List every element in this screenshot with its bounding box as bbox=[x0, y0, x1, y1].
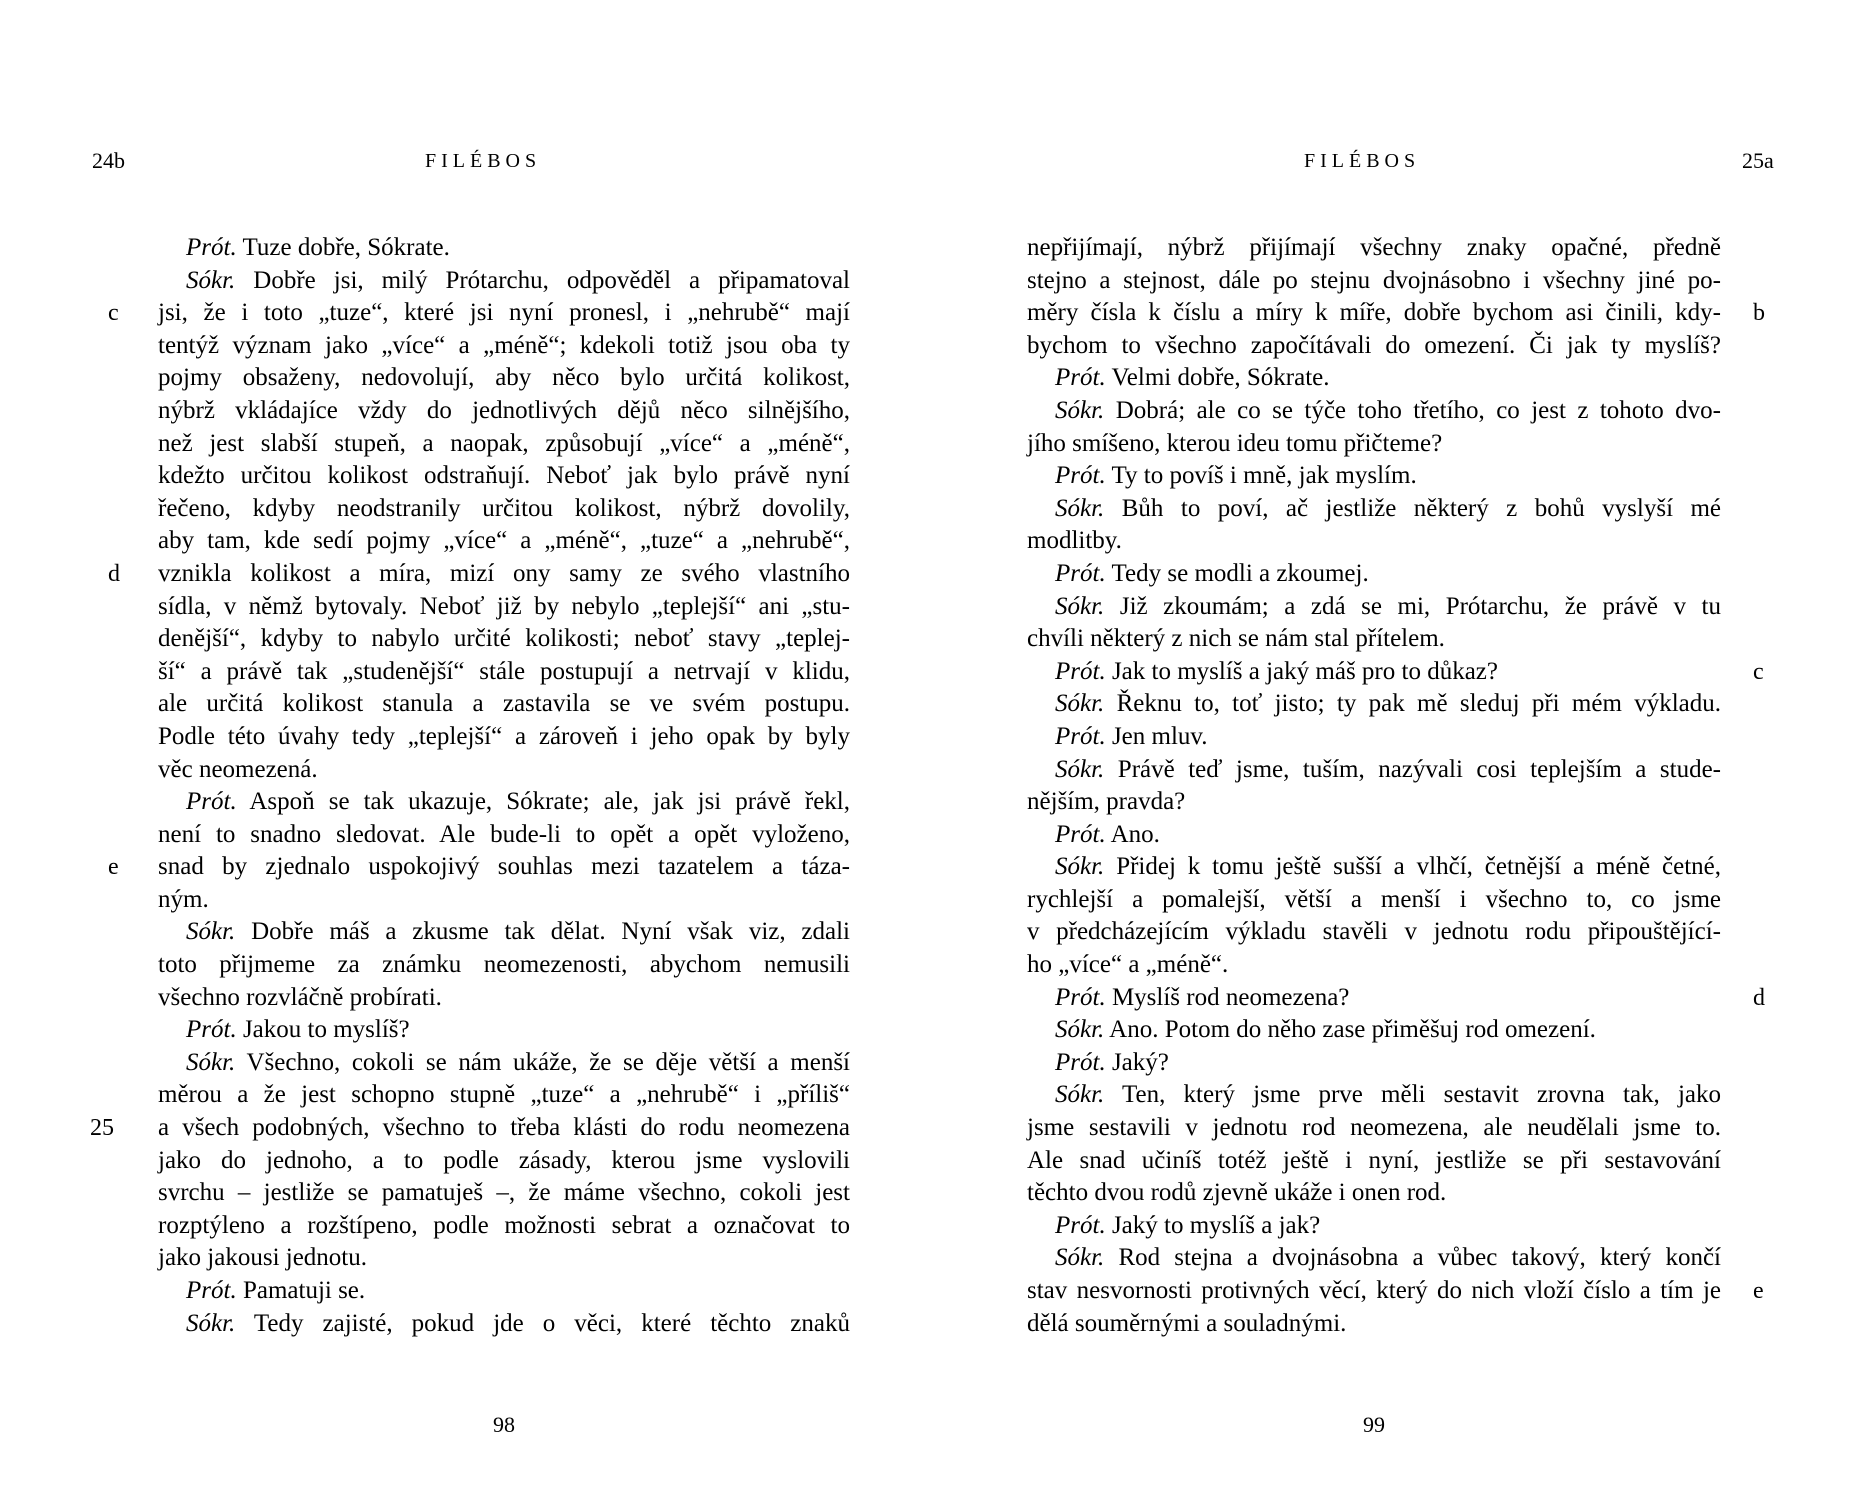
text-line bbox=[1027, 1308, 1721, 1341]
line-text: Ale snad učiníš totéž ještě i nyní, jestliže se při sestavování bbox=[1027, 1146, 1721, 1174]
line-text: Tedy se modli a zkoumej. bbox=[1105, 559, 1369, 587]
line-text: chvíli některý z nich se nám stal přítelem. bbox=[1027, 625, 1445, 653]
text-line bbox=[158, 1210, 850, 1243]
speaker-label: Prót. bbox=[1055, 559, 1106, 587]
text-line bbox=[158, 916, 850, 949]
line-text: ale určitá kolikost stanula a zastavila se ve svém postupu. bbox=[158, 690, 850, 718]
line-text: Jaký? bbox=[1105, 1048, 1169, 1076]
line-text: Tedy zajisté, pokud jde o věci, které těchto znaků bbox=[235, 1309, 850, 1337]
line-text: v předcházejícím výkladu stavěli v jednotu rodu připouštějící- bbox=[1027, 918, 1721, 946]
line-text: všechno rozvláčně probírati. bbox=[158, 983, 442, 1011]
line-text: měry čísla k číslu a míry k míře, dobře bychom asi činili, kdy- bbox=[1027, 299, 1721, 327]
line-text: Právě teď jsme, tuším, nazývali cosi teplejším a stude- bbox=[1104, 755, 1721, 783]
speaker-label: Prót. bbox=[1055, 1211, 1106, 1239]
line-text: nepřijímají, nýbrž přijímají všechny znaky opačné, předně bbox=[1027, 234, 1721, 261]
text-line bbox=[158, 819, 850, 852]
text-line bbox=[108, 297, 850, 330]
line-text: Aspoň se tak ukazuje, Sókrate; ale, jak jsi právě řekl, bbox=[236, 788, 850, 816]
text-line bbox=[158, 1242, 850, 1275]
line-text: těchto dvou rodů zjevně ukáže i onen rod. bbox=[1027, 1179, 1447, 1207]
line-text: Dobře máš a zkusme tak dělat. Nyní však viz, zdali bbox=[235, 918, 850, 946]
line-text: jako do jednoho, a to podle zásady, kterou jsme vyslovili bbox=[158, 1146, 850, 1174]
text-line bbox=[1027, 982, 1765, 1015]
speaker-label: Sókr. bbox=[186, 918, 236, 946]
text-line bbox=[158, 525, 850, 558]
text-line bbox=[158, 1014, 850, 1047]
speaker-label: Sókr. bbox=[1055, 494, 1105, 522]
right-page bbox=[931, 0, 1862, 1501]
text-line bbox=[158, 949, 850, 982]
text-line bbox=[158, 362, 850, 395]
text-line bbox=[158, 265, 850, 298]
line-text: Jaký to myslíš a jak? bbox=[1105, 1211, 1321, 1239]
text-line bbox=[1027, 525, 1721, 558]
speaker-label: Sókr. bbox=[1055, 853, 1105, 881]
text-line bbox=[1027, 623, 1721, 656]
text-line bbox=[1027, 851, 1721, 884]
speaker-label: Sókr. bbox=[186, 266, 236, 294]
text-line bbox=[158, 656, 850, 689]
line-text: stav nesvornosti protivných věcí, který do nich vloží číslo a tím je bbox=[1027, 1277, 1721, 1304]
stephanus-marker: d bbox=[1753, 984, 1765, 1011]
text-line bbox=[158, 884, 850, 917]
line-text: není to snadno sledovat. Ale bude-li to opět a opět vyloženo, bbox=[158, 820, 850, 848]
line-text: než jest slabší stupeň, a naopak, způsobují „více“ a „méně“, bbox=[158, 429, 850, 457]
speaker-label: Prót. bbox=[1055, 983, 1106, 1011]
text-line bbox=[158, 754, 850, 787]
line-text: nějším, pravda? bbox=[1027, 788, 1186, 816]
text-line bbox=[1027, 395, 1721, 428]
line-text: jsi, že i toto „tuze“, které jsi nyní pronesl, i „nehrubě“ mají bbox=[158, 299, 850, 327]
text-line bbox=[1027, 1145, 1721, 1178]
line-text: sídla, v němž bytovaly. Neboť již by nebylo „teplejší“ ani „stu- bbox=[158, 592, 850, 620]
stephanus-marker: d bbox=[108, 560, 120, 587]
line-text: Jen mluv. bbox=[1105, 722, 1208, 750]
text-line bbox=[1027, 949, 1721, 982]
line-text: Bůh to poví, ač jestliže některý z bohů vyslyší mé bbox=[1104, 494, 1721, 522]
speaker-label: Prót. bbox=[1055, 1048, 1106, 1076]
text-line bbox=[158, 493, 850, 526]
text-line bbox=[1027, 754, 1721, 787]
line-text: Tuze dobře, Sókrate. bbox=[236, 234, 450, 261]
line-text: Všechno, cokoli se nám ukáže, že se děje větší a menší bbox=[235, 1048, 850, 1076]
text-line bbox=[1027, 232, 1721, 265]
line-text: Dobře jsi, milý Prótarchu, odpověděl a připamatoval bbox=[235, 266, 850, 294]
text-line bbox=[158, 721, 850, 754]
text-line bbox=[1027, 819, 1721, 852]
line-text: Ty to povíš i mně, jak myslím. bbox=[1105, 462, 1417, 490]
line-text: Již zkoumám; a zdá se mi, Prótarchu, že právě v tu bbox=[1104, 592, 1721, 620]
text-line bbox=[158, 1145, 850, 1178]
line-text: Řeknu to, toť jisto; ty pak mě sleduj při mém výkladu. bbox=[1104, 690, 1721, 718]
speaker-label: Sókr. bbox=[1055, 1016, 1105, 1044]
line-text: Podle této úvahy tedy „teplejší“ a zároveň i jeho opak by byly bbox=[158, 722, 850, 750]
speaker-label: Prót. bbox=[1055, 657, 1106, 685]
text-line bbox=[1027, 721, 1721, 754]
line-text: rychlejší a pomalejší, větší a menší i všechno to, co jsme bbox=[1027, 885, 1721, 913]
line-text: jího smíšeno, kterou ideu tomu přičteme? bbox=[1027, 429, 1443, 457]
line-text: toto přijmeme za známku neomezenosti, abychom nemusili bbox=[158, 951, 850, 979]
line-text: Myslíš rod neomezena? bbox=[1105, 983, 1350, 1011]
text-line bbox=[158, 688, 850, 721]
text-line bbox=[1027, 591, 1721, 624]
line-text: snad by zjednalo uspokojivý souhlas mezi tazatelem a táza- bbox=[158, 853, 850, 881]
page-number: 99 bbox=[1363, 1412, 1385, 1437]
running-head: FILÉBOS bbox=[1304, 150, 1421, 172]
text-line bbox=[1027, 1210, 1721, 1243]
stephanus-section-start: 24b bbox=[92, 148, 125, 173]
page-number: 98 bbox=[493, 1412, 515, 1437]
speaker-label: Sókr. bbox=[186, 1309, 236, 1337]
speaker-label: Prót. bbox=[186, 1016, 237, 1044]
speaker-label: Sókr. bbox=[1055, 690, 1105, 718]
text-line bbox=[158, 591, 850, 624]
text-line bbox=[158, 1275, 850, 1308]
line-text: aby tam, kde sedí pojmy „více“ a „méně“, „tuze“ a „nehrubě“, bbox=[158, 527, 850, 555]
line-text: tentýž význam jako „více“ a „méně“; kdekoli totiž jsou oba ty bbox=[158, 331, 850, 359]
text-block bbox=[1027, 232, 1765, 1340]
text-line bbox=[158, 232, 850, 265]
speaker-label: Sókr. bbox=[186, 1048, 236, 1076]
stephanus-marker: c bbox=[108, 300, 119, 327]
text-line bbox=[158, 1308, 850, 1341]
speaker-label: Prót. bbox=[1055, 462, 1106, 490]
text-line bbox=[1027, 1047, 1721, 1080]
text-line bbox=[1027, 1177, 1721, 1210]
line-text: Přidej k tomu ještě sušší a vlhčí, četnější a méně četné, bbox=[1104, 853, 1721, 881]
stephanus-marker: e bbox=[108, 854, 119, 881]
text-line bbox=[108, 851, 850, 884]
text-line bbox=[158, 786, 850, 819]
text-line bbox=[158, 428, 850, 461]
line-text: Rod stejna a dvojnásobna a vůbec takový, který končí bbox=[1104, 1244, 1721, 1272]
text-line bbox=[108, 558, 850, 591]
speaker-label: Sókr. bbox=[1055, 592, 1105, 620]
text-line bbox=[1027, 1275, 1764, 1308]
stephanus-marker: 25 bbox=[90, 1115, 114, 1142]
text-line bbox=[158, 1047, 850, 1080]
line-text: kdežto určitou kolikost odstraňují. Neboť jak bylo právě nyní bbox=[158, 462, 850, 490]
line-text: řečeno, kdyby neodstranily určitou kolikost, nýbrž dovolily, bbox=[158, 494, 850, 522]
speaker-label: Prót. bbox=[1055, 364, 1106, 392]
text-line bbox=[1027, 786, 1721, 819]
text-line bbox=[1027, 1014, 1721, 1047]
text-line bbox=[1027, 330, 1721, 363]
line-text: jsme sestavili v jednotu rod neomezena, ale neudělali jsme to. bbox=[1027, 1114, 1721, 1142]
text-line bbox=[1027, 297, 1765, 330]
text-line bbox=[1027, 656, 1764, 689]
text-line bbox=[1027, 558, 1721, 591]
text-line bbox=[158, 1079, 850, 1112]
line-text: Velmi dobře, Sókrate. bbox=[1105, 364, 1330, 392]
line-text: denější“, kdyby to nabylo určité kolikosti; neboť stavy „teplej- bbox=[158, 625, 850, 653]
line-text: ho „více“ a „méně“. bbox=[1027, 951, 1229, 979]
line-text: Jakou to myslíš? bbox=[236, 1016, 410, 1044]
line-text: Jak to myslíš a jaký máš pro to důkaz? bbox=[1105, 657, 1498, 685]
line-text: Ano. Potom do něho zase přiměšuj rod omezení. bbox=[1104, 1016, 1596, 1044]
speaker-label: Sókr. bbox=[1055, 755, 1105, 783]
stephanus-marker: c bbox=[1753, 658, 1764, 685]
speaker-label: Prót. bbox=[1055, 820, 1106, 848]
speaker-label: Sókr. bbox=[1055, 1081, 1105, 1109]
text-line bbox=[158, 460, 850, 493]
text-line bbox=[1027, 265, 1721, 298]
text-line bbox=[1027, 688, 1721, 721]
line-text: vznikla kolikost a míra, mizí ony samy ze svého vlastního bbox=[158, 559, 850, 587]
text-line bbox=[158, 982, 850, 1015]
line-text: rozptýleno a rozštípeno, podle možnosti sebrat a označovat to bbox=[158, 1211, 850, 1239]
text-line bbox=[1027, 916, 1721, 949]
line-text: bychom to všechno započítávali do omezení. Či jak ty myslíš? bbox=[1027, 331, 1721, 359]
speaker-label: Prót. bbox=[186, 1277, 237, 1304]
line-text: dělá souměrnými a souladnými. bbox=[1027, 1309, 1347, 1337]
line-text: ným. bbox=[158, 885, 209, 913]
line-text: věc neomezená. bbox=[158, 755, 318, 783]
stephanus-marker: b bbox=[1753, 300, 1765, 327]
line-text: ší“ a právě tak „studenější“ stále postupují a netrvají v klidu, bbox=[158, 657, 850, 685]
text-block bbox=[90, 232, 850, 1340]
text-line bbox=[1027, 460, 1721, 493]
stephanus-marker: e bbox=[1753, 1278, 1764, 1304]
speaker-label: Sókr. bbox=[1055, 396, 1105, 424]
text-line bbox=[158, 1177, 850, 1210]
line-text: pojmy obsaženy, nedovolují, aby něco bylo určitá kolikost, bbox=[158, 364, 850, 392]
line-text: modlitby. bbox=[1027, 527, 1122, 555]
line-text: Dobrá; ale co se týče toho třetího, co jest z tohoto dvo- bbox=[1104, 396, 1721, 424]
speaker-label: Prót. bbox=[186, 788, 237, 816]
line-text: Pamatuji se. bbox=[236, 1277, 366, 1304]
line-text: Ten, který jsme prve měli sestavit zrovna tak, jako bbox=[1104, 1081, 1721, 1109]
text-line bbox=[158, 330, 850, 363]
line-text: a všech podobných, všechno to třeba klásti do rodu neomezena bbox=[158, 1114, 850, 1142]
text-line bbox=[90, 1112, 850, 1145]
text-line bbox=[158, 623, 850, 656]
text-line bbox=[1027, 362, 1721, 395]
text-line bbox=[1027, 493, 1721, 526]
text-line bbox=[1027, 428, 1721, 461]
line-text: stejno a stejnost, dále po stejnu dvojnásobno i všechny jiné po- bbox=[1027, 266, 1721, 294]
line-text: jako jakousi jednotu. bbox=[158, 1244, 367, 1272]
text-line bbox=[1027, 884, 1721, 917]
line-text: Ano. bbox=[1105, 820, 1160, 848]
speaker-label: Prót. bbox=[1055, 722, 1106, 750]
text-line bbox=[1027, 1112, 1721, 1145]
stephanus-section-start: 25a bbox=[1742, 148, 1774, 173]
text-line bbox=[1027, 1242, 1721, 1275]
line-text: měrou a že jest schopno stupně „tuze“ a „nehrubě“ i „příliš“ bbox=[158, 1081, 850, 1109]
running-head: FILÉBOS bbox=[425, 150, 542, 172]
line-text: nýbrž vkládajíce vždy do jednotlivých dějů něco silnějšího, bbox=[158, 396, 850, 424]
line-text: svrchu – jestliže se pamatuješ –, že máme všechno, cokoli jest bbox=[158, 1179, 850, 1207]
text-line bbox=[158, 395, 850, 428]
speaker-label: Sókr. bbox=[1055, 1244, 1105, 1272]
speaker-label: Prót. bbox=[186, 234, 237, 261]
text-line bbox=[1027, 1079, 1721, 1112]
